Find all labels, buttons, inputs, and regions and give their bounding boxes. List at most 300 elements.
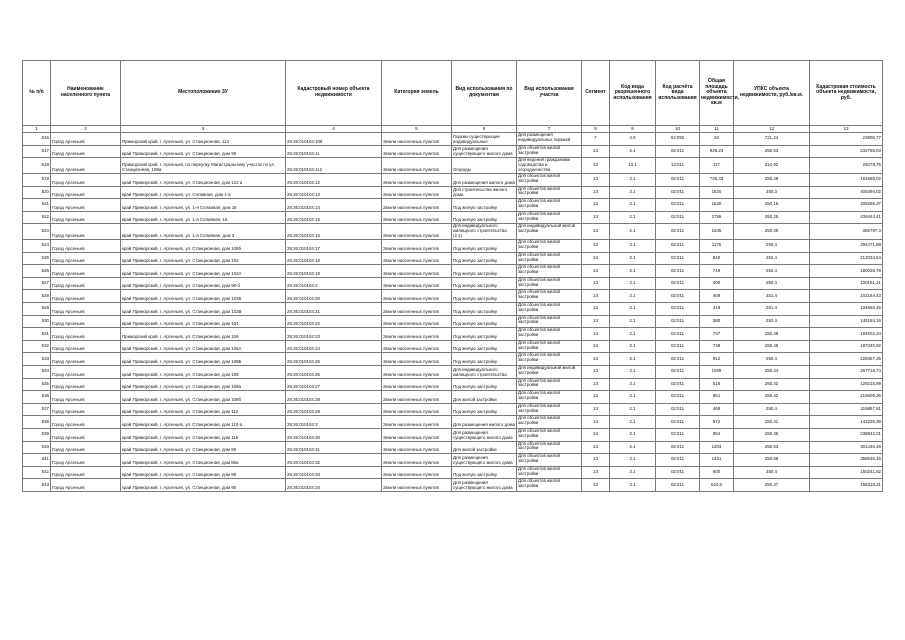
area-cell: 516 — [700, 378, 734, 391]
use-by-documents-cell: Под жилую застройку — [452, 211, 517, 224]
location-cell: край Приморский, г. Арсеньев, ул. Станционная, дом 122 а — [121, 173, 286, 186]
location-cell: край Приморский, г. Арсеньев, ул. Станционная, дом 104 — [121, 315, 286, 328]
use-by-documents-cell: Для жилой застройки — [452, 441, 517, 454]
row-number-cell: 543 — [23, 479, 51, 492]
calc-code-cell: 02:011 — [656, 240, 700, 253]
cadastral-number-cell: 25:26:010104:30 — [286, 428, 382, 441]
cadastral-value-cell: 129215,89 — [810, 378, 883, 391]
vri-code-cell: 2.1 — [610, 290, 656, 303]
table-row — [23, 265, 883, 278]
settlement-cell: Город Арсеньев — [51, 378, 121, 391]
row-number-cell: 522 — [23, 211, 51, 224]
cadastral-number-cell: 25:26:010104:18 — [286, 252, 382, 265]
cadastral-value-cell: 156318,21 — [810, 479, 883, 492]
cadastral-number-cell: 25:26:010104:14 — [286, 199, 382, 212]
row-number-cell: 519 — [23, 173, 51, 186]
settlement-cell: Город Арсеньев — [51, 416, 121, 429]
use-by-documents-cell: Под жилую застройку — [452, 403, 517, 416]
vri-code-cell: 2.1 — [610, 315, 656, 328]
settlement-cell: Город Арсеньев — [51, 133, 121, 146]
row-number-cell: 520 — [23, 186, 51, 199]
land-category-cell: Земли населенных пунктов — [382, 199, 452, 212]
table-row — [23, 365, 883, 378]
cadastral-number-cell: 25:26:010104:3 — [286, 416, 382, 429]
vri-code-cell: 2.1 — [610, 252, 656, 265]
land-category-cell: Земли населенных пунктов — [382, 340, 452, 353]
calc-code-cell: 02:011 — [656, 315, 700, 328]
table-row — [23, 211, 883, 224]
use-by-documents-cell: Под жилую застройку — [452, 340, 517, 353]
table-row — [23, 454, 883, 467]
table-row — [23, 224, 883, 240]
settlement-cell: Город Арсеньев — [51, 145, 121, 158]
land-category-cell: Земли населенных пунктов — [382, 290, 452, 303]
site-use-cell: Для индивидуальной жилой застройки — [517, 224, 582, 240]
segment-cell: 13 — [582, 302, 610, 315]
settlement-cell: Город Арсеньев — [51, 403, 121, 416]
upks-cell: 252,4 — [734, 252, 810, 265]
cadastral-value-cell: 102164,43 — [810, 290, 883, 303]
settlement-cell: Город Арсеньев — [51, 158, 121, 174]
cadastral-number-cell: 25:26:010104:33 — [286, 466, 382, 479]
cadastral-value-table — [22, 60, 883, 492]
settlement-cell: Город Арсеньев — [51, 211, 121, 224]
segment-cell: 13 — [582, 416, 610, 429]
area-cell: 840 — [700, 252, 734, 265]
table-row — [23, 277, 883, 290]
use-by-documents-cell: Для жилой застройки — [452, 391, 517, 404]
cadastral-value-cell: 232755,03 — [810, 145, 883, 158]
cadastral-value-cell: 142235,38 — [810, 416, 883, 429]
row-number-cell: 537 — [23, 403, 51, 416]
site-use-cell: Для объектов жилой застройки — [517, 479, 582, 492]
site-use-cell: Для объектов жилой застройки — [517, 265, 582, 278]
upks-cell: 250,35 — [734, 224, 810, 240]
calc-code-cell: 02:011 — [656, 277, 700, 290]
site-use-cell: Для объектов жилой застройки — [517, 211, 582, 224]
document-page — [22, 60, 882, 492]
cadastral-value-cell: 150241,82 — [810, 466, 883, 479]
calc-code-cell: 02:011 — [656, 145, 700, 158]
land-category-cell: Земли населенных пунктов — [382, 441, 452, 454]
segment-cell: 13 — [582, 441, 610, 454]
table-row — [23, 391, 883, 404]
cadastral-value-cell: 181688,02 — [810, 173, 883, 186]
use-by-documents-cell: Для размещения существующего жилого дома — [452, 479, 517, 492]
location-cell: край Приморский, г. Арсеньев, ул. Станционная, дом 116 — [121, 428, 286, 441]
calc-code-cell: 02:011 — [656, 199, 700, 212]
use-by-documents-cell: Для размещения жилого дома — [452, 416, 517, 429]
row-number-cell: 542 — [23, 466, 51, 479]
segment-cell: 13 — [582, 428, 610, 441]
location-cell: край Приморский, г. Арсеньев, ул. Станционная, дом 90-б — [121, 277, 286, 290]
site-use-cell: Для индивидуальной жилой застройки — [517, 365, 582, 378]
use-by-documents-cell: Для строительства жилого дома — [452, 186, 517, 199]
row-number-cell: 530 — [23, 315, 51, 328]
use-by-documents-cell: Под жилую застройку — [452, 290, 517, 303]
vri-code-cell: 2.1 — [610, 466, 656, 479]
area-cell: 580 — [700, 315, 734, 328]
cadastral-number-cell: 25:26:010104:20 — [286, 290, 382, 303]
segment-cell: 13 — [582, 173, 610, 186]
calc-code-cell: 02:011 — [656, 479, 700, 492]
cadastral-value-cell: 386787,3 — [810, 224, 883, 240]
site-use-cell: Для объектов жилой застройки — [517, 290, 582, 303]
area-cell: 912 — [700, 353, 734, 366]
use-by-documents-cell: Под жилую застройку — [452, 328, 517, 341]
land-category-cell: Земли населенных пунктов — [382, 224, 452, 240]
column-number-row — [23, 126, 883, 133]
column-number: 1 — [23, 126, 51, 133]
use-by-documents-cell: Для размещения существующего жилого дома — [452, 428, 517, 441]
site-use-cell: Для объектов жилой застройки — [517, 378, 582, 391]
cadastral-number-cell: 25:26:010104:16 — [286, 224, 382, 240]
row-number-cell: 539 — [23, 428, 51, 441]
location-cell: край Приморский, г. Арсеньев, ул. Станционная, дом 108б — [121, 240, 286, 253]
calc-code-cell: 02:011 — [656, 428, 700, 441]
area-cell: 572 — [700, 416, 734, 429]
use-by-documents-cell: Для размещения существующего жилого дома — [452, 454, 517, 467]
column-number: 8 — [582, 126, 610, 133]
site-use-cell: Для объектов жилой застройки — [517, 186, 582, 199]
land-category-cell: Земли населенных пунктов — [382, 328, 452, 341]
land-category-cell: Земли населенных пунктов — [382, 353, 452, 366]
land-category-cell: Земли населенных пунктов — [382, 252, 452, 265]
area-cell: 748 — [700, 340, 734, 353]
segment-cell: 7 — [582, 133, 610, 146]
segment-cell: 13 — [582, 391, 610, 404]
upks-cell: 250,53 — [734, 441, 810, 454]
land-category-cell: Земли населенных пунктов — [382, 158, 452, 174]
cadastral-value-cell: 180028,78 — [810, 265, 883, 278]
column-number: 3 — [121, 126, 286, 133]
area-cell: 1545 — [700, 224, 734, 240]
row-number-cell: 524 — [23, 240, 51, 253]
column-number: 9 — [610, 126, 656, 133]
location-cell: край Приморский, г. Арсеньев, ул. Станционная, дом 108Б — [121, 353, 286, 366]
segment-cell: 13 — [582, 403, 610, 416]
cadastral-value-cell: 184602,34 — [810, 328, 883, 341]
cadastral-value-cell: 23800,77 — [810, 133, 883, 146]
settlement-cell: Город Арсеньев — [51, 186, 121, 199]
vri-code-cell: 2.1 — [610, 378, 656, 391]
cadastral-value-cell: 405494,02 — [810, 186, 883, 199]
calc-code-cell: 02:011 — [656, 454, 700, 467]
location-cell: край Приморский, г. Арсеньев, ул. Станционная, дом 102В — [121, 302, 286, 315]
area-cell: 600 — [700, 466, 734, 479]
site-use-cell: Для объектов жилой застройки — [517, 277, 582, 290]
header-cell-location: Местоположение ЗУ — [121, 61, 286, 126]
site-use-cell: Для объектов жилой застройки — [517, 441, 582, 454]
settlement-cell: Город Арсеньев — [51, 277, 121, 290]
vri-code-cell: 2.1 — [610, 199, 656, 212]
land-category-cell: Земли населенных пунктов — [382, 403, 452, 416]
calc-code-cell: 02:011 — [656, 416, 700, 429]
row-number-cell: 532 — [23, 340, 51, 353]
land-category-cell: Земли населенных пунктов — [382, 265, 452, 278]
calc-code-cell: 02:011 — [656, 365, 700, 378]
segment-cell: 13 — [582, 145, 610, 158]
vri-code-cell: 2.1 — [610, 428, 656, 441]
cadastral-number-cell: 25:26:010104:29 — [286, 403, 382, 416]
segment-cell: 13 — [582, 479, 610, 492]
cadastral-number-cell: 25:26:010104:26 — [286, 365, 382, 378]
land-category-cell: Земли населенных пунктов — [382, 365, 452, 378]
site-use-cell: Для объектов жилой застройки — [517, 454, 582, 467]
area-cell: 408 — [700, 290, 734, 303]
settlement-cell: Город Арсеньев — [51, 252, 121, 265]
location-cell: край Приморский, г. Арсеньев, ул. Станционная, дом 102А — [121, 265, 286, 278]
vri-code-cell: 4.9 — [610, 133, 656, 146]
area-cell: 1069 — [700, 365, 734, 378]
header-row — [23, 61, 883, 126]
cadastral-number-cell: 25:26:010104:27 — [286, 378, 382, 391]
upks-cell: 210,92 — [734, 158, 810, 174]
segment-cell: 13 — [582, 378, 610, 391]
cadastral-value-cell: 238842,01 — [810, 428, 883, 441]
use-by-documents-cell: Под жилую застройку — [452, 199, 517, 212]
header-cell-use-by-documents: Вид использования по документам — [452, 61, 517, 126]
row-number-cell: 523 — [23, 224, 51, 240]
area-cell: 1756 — [700, 211, 734, 224]
column-number: 12 — [734, 126, 810, 133]
location-cell: край Приморский, г. Арсеньев, ул. 1-я Сплавная, дом 3 — [121, 224, 286, 240]
area-cell: 624,5 — [700, 479, 734, 492]
upks-cell: 250,53 — [734, 145, 810, 158]
cadastral-number-cell: 25:26:010104:31 — [286, 441, 382, 454]
cadastral-number-cell: 25:26:010104:32 — [286, 454, 382, 467]
site-use-cell: Для объектов жилой застройки — [517, 416, 582, 429]
area-cell: 1176 — [700, 240, 734, 253]
land-category-cell: Земли населенных пунктов — [382, 240, 452, 253]
land-category-cell: Земли населенных пунктов — [382, 466, 452, 479]
table-row — [23, 252, 883, 265]
cadastral-number-cell: 25:26:010104:28 — [286, 391, 382, 404]
row-number-cell: 517 — [23, 145, 51, 158]
vri-code-cell: 2.1 — [610, 353, 656, 366]
upks-cell: 250,36 — [734, 428, 810, 441]
upks-cell: 250,42 — [734, 391, 810, 404]
table-row — [23, 466, 883, 479]
calc-code-cell: 02:011 — [656, 265, 700, 278]
location-cell: край Приморский, г. Арсеньев, ул. Станционная, дом 98 — [121, 145, 286, 158]
column-number: 2 — [51, 126, 121, 133]
segment-cell: 13 — [582, 315, 610, 328]
settlement-cell: Город Арсеньев — [51, 441, 121, 454]
land-category-cell: Земли населенных пунктов — [382, 302, 452, 315]
vri-code-cell: 2.1 — [610, 224, 656, 240]
site-use-cell: Для объектов жилой застройки — [517, 252, 582, 265]
segment-cell: 13 — [582, 328, 610, 341]
header-cell-calc-code: Код расчёта вида использования — [656, 61, 700, 126]
segment-cell: 13 — [582, 340, 610, 353]
vri-code-cell: 2.1 — [610, 173, 656, 186]
area-cell: 1431 — [700, 454, 734, 467]
table-row — [23, 302, 883, 315]
site-use-cell: Для объектов жилой застройки — [517, 199, 582, 212]
table-row — [23, 290, 883, 303]
upks-cell: 250,4 — [734, 277, 810, 290]
vri-code-cell: 2.1 — [610, 277, 656, 290]
settlement-cell: Город Арсеньев — [51, 466, 121, 479]
table-row — [23, 158, 883, 174]
area-cell: 954 — [700, 428, 734, 441]
header-cell-land-category: Категория земель — [382, 61, 452, 126]
cadastral-number-cell: 25:26:010104:12 — [286, 173, 382, 186]
segment-cell: 13 — [582, 454, 610, 467]
calc-code-cell: 02:011 — [656, 340, 700, 353]
calc-code-cell: 02:011 — [656, 391, 700, 404]
cadastral-number-cell: 25:26:010104:21 — [286, 302, 382, 315]
land-category-cell: Земли населенных пунктов — [382, 145, 452, 158]
upks-cell: 250,58 — [734, 454, 810, 467]
site-use-cell: Для объектов жилой застройки — [517, 466, 582, 479]
header-cell-segment: Сегмент — [582, 61, 610, 126]
row-number-cell: 536 — [23, 391, 51, 404]
column-number: 6 — [452, 126, 517, 133]
table-row — [23, 315, 883, 328]
segment-cell: 13 — [582, 466, 610, 479]
use-by-documents-cell: Под жилую застройку — [452, 265, 517, 278]
settlement-cell: Город Арсеньев — [51, 315, 121, 328]
upks-cell: 250,4 — [734, 466, 810, 479]
settlement-cell: Город Арсеньев — [51, 265, 121, 278]
settlement-cell: Город Арсеньев — [51, 290, 121, 303]
land-category-cell: Земли населенных пунктов — [382, 315, 452, 328]
upks-cell: 252,4 — [734, 265, 810, 278]
table-row — [23, 353, 883, 366]
location-cell: край Приморский, г. Арсеньев, ул. Станционная, дом 90 — [121, 479, 286, 492]
settlement-cell: Город Арсеньев — [51, 340, 121, 353]
row-number-cell: 533 — [23, 353, 51, 366]
table-row — [23, 199, 883, 212]
vri-code-cell: 2.1 — [610, 186, 656, 199]
site-use-cell: Для ведения гражданами садоводства и огородничества — [517, 158, 582, 174]
row-number-cell: 525 — [23, 252, 51, 265]
vri-code-cell: 2.1 — [610, 479, 656, 492]
upks-cell: 250,4 — [734, 403, 810, 416]
cadastral-number-cell: 25:26:010104:25 — [286, 353, 382, 366]
cadastral-value-cell: 405266,37 — [810, 199, 883, 212]
calc-code-cell: 04:092 — [656, 133, 700, 146]
row-number-cell: 541 — [23, 454, 51, 467]
settlement-cell: Город Арсеньев — [51, 391, 121, 404]
land-category-cell: Земли населенных пунктов — [382, 454, 452, 467]
segment-cell: 13 — [582, 277, 610, 290]
cadastral-value-cell: 439444,41 — [810, 211, 883, 224]
area-cell: 400 — [700, 277, 734, 290]
site-use-cell: Для объектов жилой застройки — [517, 391, 582, 404]
table-row — [23, 403, 883, 416]
site-use-cell: Для объектов жилой застройки — [517, 340, 582, 353]
area-cell: 725,33 — [700, 173, 734, 186]
calc-code-cell: 02:011 — [656, 378, 700, 391]
upks-cell: 250,4 — [734, 240, 810, 253]
table-row — [23, 479, 883, 492]
cadastral-number-cell: 25:26:010104:19 — [286, 265, 382, 278]
location-cell: край Приморский, г. Арсеньев, ул. Станционная, дом 108 — [121, 365, 286, 378]
upks-cell: 252,4 — [734, 315, 810, 328]
use-by-documents-cell: Для индивидуального жилищного строительства (2.1) — [452, 224, 517, 240]
vri-code-cell: 2.1 — [610, 454, 656, 467]
row-number-cell: 528 — [23, 290, 51, 303]
site-use-cell: Для объектов жилой застройки — [517, 302, 582, 315]
cadastral-value-cell: 116857,81 — [810, 403, 883, 416]
use-by-documents-cell: Огороды — [452, 158, 517, 174]
upks-cell: 250,41 — [734, 416, 810, 429]
row-number-cell: 538 — [23, 416, 51, 429]
cadastral-value-cell: 301446,46 — [810, 441, 883, 454]
segment-cell: 13 — [582, 211, 610, 224]
calc-code-cell: 02:011 — [656, 252, 700, 265]
table-row — [23, 441, 883, 454]
area-cell: 468 — [700, 403, 734, 416]
calc-code-cell: 02:011 — [656, 403, 700, 416]
cadastral-number-cell: 25:26:010104:22 — [286, 315, 382, 328]
use-by-documents-cell: Под жилую застройку — [452, 252, 517, 265]
segment-cell: 13 — [582, 252, 610, 265]
table-row — [23, 173, 883, 186]
use-by-documents-cell: Под жилую застройку — [452, 315, 517, 328]
use-by-documents-cell: Для размещения существующего жилого дома — [452, 145, 517, 158]
site-use-cell: Для размещения индивидуальных гаражей — [517, 133, 582, 146]
location-cell: край Приморский, г. Арсеньев, ул. Станционная, дом 86а — [121, 454, 286, 467]
upks-cell: 250,42 — [734, 378, 810, 391]
land-category-cell: Земли населенных пунктов — [382, 211, 452, 224]
cadastral-number-cell: 25:26:010104:11 — [286, 145, 382, 158]
location-cell: край Приморский, г. Арсеньев, ул. Станционная, дом 110-а — [121, 416, 286, 429]
land-category-cell: Земли населенных пунктов — [382, 416, 452, 429]
settlement-cell: Город Арсеньев — [51, 328, 121, 341]
cadastral-value-cell: 267718,74 — [810, 365, 883, 378]
area-cell: 418 — [700, 302, 734, 315]
cadastral-number-cell: 25:26:010104:24 — [286, 340, 382, 353]
vri-code-cell: 2.1 — [610, 302, 656, 315]
calc-code-cell: 13:011 — [656, 158, 700, 174]
vri-code-cell: 2.1 — [610, 365, 656, 378]
cadastral-value-cell: 104666,46 — [810, 302, 883, 315]
table-body — [23, 133, 883, 492]
calc-code-cell: 02:011 — [656, 224, 700, 240]
upks-cell: 251,4 — [734, 290, 810, 303]
header-cell-cadastral-number: Кадастровый номер объекта недвижимости — [286, 61, 382, 126]
segment-cell: 13 — [582, 186, 610, 199]
site-use-cell: Для объектов жилой застройки — [517, 353, 582, 366]
cadastral-value-cell: 215609,36 — [810, 391, 883, 404]
cadastral-number-cell: 25:26:010104:112 — [286, 158, 382, 174]
row-number-cell: 526 — [23, 265, 51, 278]
calc-code-cell: 02:011 — [656, 353, 700, 366]
cadastral-number-cell: 25:26:010104:108 — [286, 133, 382, 146]
location-cell: Приморский край, г. Арсеньев, ул. Станционная, дом 106 — [121, 328, 286, 341]
area-cell: 737 — [700, 328, 734, 341]
location-cell: край Приморский, г. Арсеньев, ул. 1-я Сплавная, дом 1в — [121, 199, 286, 212]
use-by-documents-cell: Под жилую застройку — [452, 466, 517, 479]
use-by-documents-cell: Под жилую застройку — [452, 378, 517, 391]
row-number-cell: 540 — [23, 441, 51, 454]
column-number: 5 — [382, 126, 452, 133]
row-number-cell: 527 — [23, 277, 51, 290]
segment-cell: 13 — [582, 353, 610, 366]
location-cell: край Приморский, г. Арсеньев, ул. Сплавная, дом 1-а — [121, 186, 286, 199]
site-use-cell: Для объектов жилой застройки — [517, 403, 582, 416]
settlement-cell: Город Арсеньев — [51, 224, 121, 240]
cadastral-value-cell: 358535,46 — [810, 454, 883, 467]
row-number-cell: 529 — [23, 302, 51, 315]
vri-code-cell: 2.1 — [610, 328, 656, 341]
location-cell: Приморский край, г. Арсеньев, по переулку Магистральному участок по ул. Станционная, 108а — [121, 158, 286, 174]
area-cell: 719 — [700, 265, 734, 278]
